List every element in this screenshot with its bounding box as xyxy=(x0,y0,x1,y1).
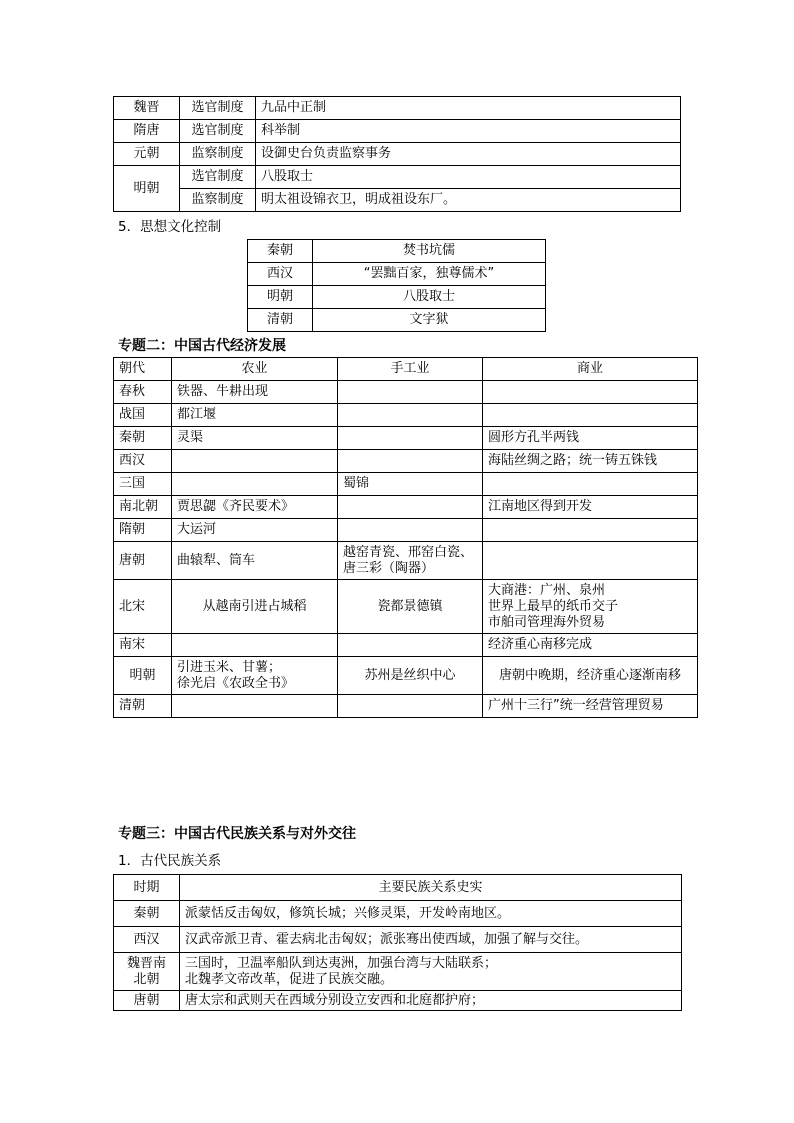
table-row xyxy=(114,143,681,166)
cell-line: 三国时，卫温率船队到达夷洲，加强台湾与大陆联系； xyxy=(185,955,498,971)
cell-line: 北朝 xyxy=(133,971,160,987)
table-row xyxy=(248,263,546,286)
period-cell: 秦朝 xyxy=(114,901,180,927)
economy-table xyxy=(113,357,698,718)
dynasty-cell: 明朝 xyxy=(114,657,172,695)
dynasty-cell: 元朝 xyxy=(114,143,180,166)
period-cell: 西汉 xyxy=(114,927,180,953)
commerce-cell: 海陆丝绸之路；统一铸五铢钱 xyxy=(483,450,698,473)
dynasty-cell: 秦朝 xyxy=(114,427,172,450)
commerce-cell xyxy=(483,473,698,496)
commerce-cell: 唐朝中晚期，经济重心逐渐南移 xyxy=(483,657,698,695)
cell-line: 市舶司管理海外贸易 xyxy=(488,614,606,630)
header-period: 时期 xyxy=(114,875,180,901)
header-handicraft: 手工业 xyxy=(338,358,483,381)
dynasty-cell: 战国 xyxy=(114,404,172,427)
handicraft-cell xyxy=(338,427,483,450)
dynasty-cell: 春秋 xyxy=(114,381,172,404)
cell-line: 世界上最早的纸币交子 xyxy=(488,598,619,614)
agriculture-cell xyxy=(172,695,338,718)
table-row xyxy=(114,901,682,927)
commerce-cell xyxy=(483,542,698,580)
table-row xyxy=(114,97,681,120)
facts-cell: 派蒙恬反击匈奴，修筑长城；兴修灵渠，开发岭南地区。 xyxy=(180,901,682,927)
dynasty-cell: 南北朝 xyxy=(114,496,172,519)
section-title-thought-control: 5．思想文化控制 xyxy=(118,219,222,235)
cell-line: 大商港：广州、泉州 xyxy=(488,582,606,598)
dynasty-cell: 南宋 xyxy=(114,634,172,657)
agriculture-cell: 铁器、牛耕出现 xyxy=(172,381,338,404)
agriculture-cell xyxy=(172,450,338,473)
dynasty-cell: 三国 xyxy=(114,473,172,496)
table-row xyxy=(114,450,698,473)
commerce-cell xyxy=(483,519,698,542)
commerce-cell xyxy=(483,404,698,427)
agriculture-cell xyxy=(172,634,338,657)
commerce-cell: 经济重心南移完成 xyxy=(483,634,698,657)
dynasty-cell: 西汉 xyxy=(114,450,172,473)
cell-line: 唐三彩（陶器） xyxy=(343,560,435,576)
agriculture-cell: 从越南引进占城稻 xyxy=(172,580,338,634)
cell-line: 引进玉米、甘薯； xyxy=(177,659,282,675)
dynasty-cell: 唐朝 xyxy=(114,542,172,580)
table-row xyxy=(114,519,698,542)
system-content-cell: 明太祖设锦衣卫，明成祖设东厂。 xyxy=(256,189,681,212)
system-type-cell: 选官制度 xyxy=(180,166,256,189)
system-content-cell: 八股取士 xyxy=(256,166,681,189)
political-systems-table xyxy=(113,96,681,212)
policy-cell: 文字狱 xyxy=(313,309,546,332)
thought-control-table xyxy=(247,239,546,332)
table-row xyxy=(114,120,681,143)
table-header-row xyxy=(114,358,698,381)
table-row xyxy=(114,927,682,953)
facts-cell: 唐太宗和武则天在西域分别设立安西和北庭都护府； xyxy=(180,991,682,1011)
topic3-heading: 专题三：中国古代民族关系与对外交往 xyxy=(118,826,356,842)
table-row xyxy=(114,580,698,634)
agriculture-cell xyxy=(172,657,338,695)
facts-cell xyxy=(180,953,682,991)
system-content-cell: 设御史台负责监察事务 xyxy=(256,143,681,166)
table-row xyxy=(114,542,698,580)
table-row xyxy=(114,657,698,695)
system-type-cell: 监察制度 xyxy=(180,189,256,212)
table-row xyxy=(114,404,698,427)
facts-cell: 汉武帝派卫青、霍去病北击匈奴；派张骞出使西域，加强了解与交往。 xyxy=(180,927,682,953)
period-cell: 唐朝 xyxy=(114,991,180,1011)
topic3-subtitle: 1．古代民族关系 xyxy=(118,853,222,869)
dynasty-cell: 魏晋 xyxy=(114,97,180,120)
handicraft-cell xyxy=(338,496,483,519)
table-header-row xyxy=(114,875,682,901)
handicraft-cell: 苏州是丝织中心 xyxy=(338,657,483,695)
agriculture-cell: 都江堰 xyxy=(172,404,338,427)
dynasty-cell: 秦朝 xyxy=(248,240,313,263)
dynasty-cell: 清朝 xyxy=(114,695,172,718)
agriculture-cell: 贾思勰《齐民要术》 xyxy=(172,496,338,519)
commerce-cell: 圆形方孔半两钱 xyxy=(483,427,698,450)
header-commerce: 商业 xyxy=(483,358,698,381)
dynasty-cell: 清朝 xyxy=(248,309,313,332)
system-content-cell: 科举制 xyxy=(256,120,681,143)
table-row xyxy=(114,953,682,991)
agriculture-cell: 灵渠 xyxy=(172,427,338,450)
topic2-heading: 专题二：中国古代经济发展 xyxy=(118,338,286,354)
period-cell xyxy=(114,953,180,991)
commerce-cell: 广州十三行”统一经营管理贸易 xyxy=(483,695,698,718)
handicraft-cell: 瓷都景德镇 xyxy=(338,580,483,634)
handicraft-cell xyxy=(338,404,483,427)
handicraft-cell xyxy=(338,519,483,542)
table-row xyxy=(114,695,698,718)
system-content-cell: 九品中正制 xyxy=(256,97,681,120)
system-type-cell: 监察制度 xyxy=(180,143,256,166)
header-dynasty: 朝代 xyxy=(114,358,172,381)
agriculture-cell: 大运河 xyxy=(172,519,338,542)
system-type-cell: 选官制度 xyxy=(180,120,256,143)
table-row xyxy=(114,991,682,1011)
table-row xyxy=(114,427,698,450)
table-row xyxy=(114,381,698,404)
agriculture-cell xyxy=(172,473,338,496)
commerce-cell xyxy=(483,381,698,404)
commerce-cell: 江南地区得到开发 xyxy=(483,496,698,519)
table-row xyxy=(114,634,698,657)
cell-line: 越窑青瓷、邢窑白瓷、 xyxy=(343,544,474,560)
dynasty-cell: 明朝 xyxy=(114,166,180,212)
handicraft-cell xyxy=(338,695,483,718)
cell-line: 北魏孝文帝改革，促进了民族交融。 xyxy=(185,971,394,987)
table-row xyxy=(114,496,698,519)
table-row xyxy=(114,473,698,496)
handicraft-cell xyxy=(338,381,483,404)
table-row xyxy=(248,240,546,263)
policy-cell: 焚书坑儒 xyxy=(313,240,546,263)
table-row xyxy=(248,286,546,309)
commerce-cell xyxy=(483,580,698,634)
policy-cell: “罢黜百家，独尊儒术” xyxy=(313,263,546,286)
header-facts: 主要民族关系史实 xyxy=(180,875,682,901)
dynasty-cell: 隋朝 xyxy=(114,519,172,542)
dynasty-cell: 北宋 xyxy=(114,580,172,634)
dynasty-cell: 西汉 xyxy=(248,263,313,286)
table-row xyxy=(248,309,546,332)
cell-line: 徐光启《农政全书》 xyxy=(177,675,295,691)
table-row xyxy=(114,166,681,189)
ethnic-relations-table xyxy=(113,874,682,1011)
handicraft-cell: 蜀锦 xyxy=(338,473,483,496)
cell-line: 魏晋南 xyxy=(126,955,166,971)
handicraft-cell xyxy=(338,450,483,473)
system-type-cell: 选官制度 xyxy=(180,97,256,120)
handicraft-cell xyxy=(338,542,483,580)
dynasty-cell: 隋唐 xyxy=(114,120,180,143)
agriculture-cell: 曲辕犁、筒车 xyxy=(172,542,338,580)
policy-cell: 八股取士 xyxy=(313,286,546,309)
header-agriculture: 农业 xyxy=(172,358,338,381)
handicraft-cell xyxy=(338,634,483,657)
table-row xyxy=(114,189,681,212)
dynasty-cell: 明朝 xyxy=(248,286,313,309)
